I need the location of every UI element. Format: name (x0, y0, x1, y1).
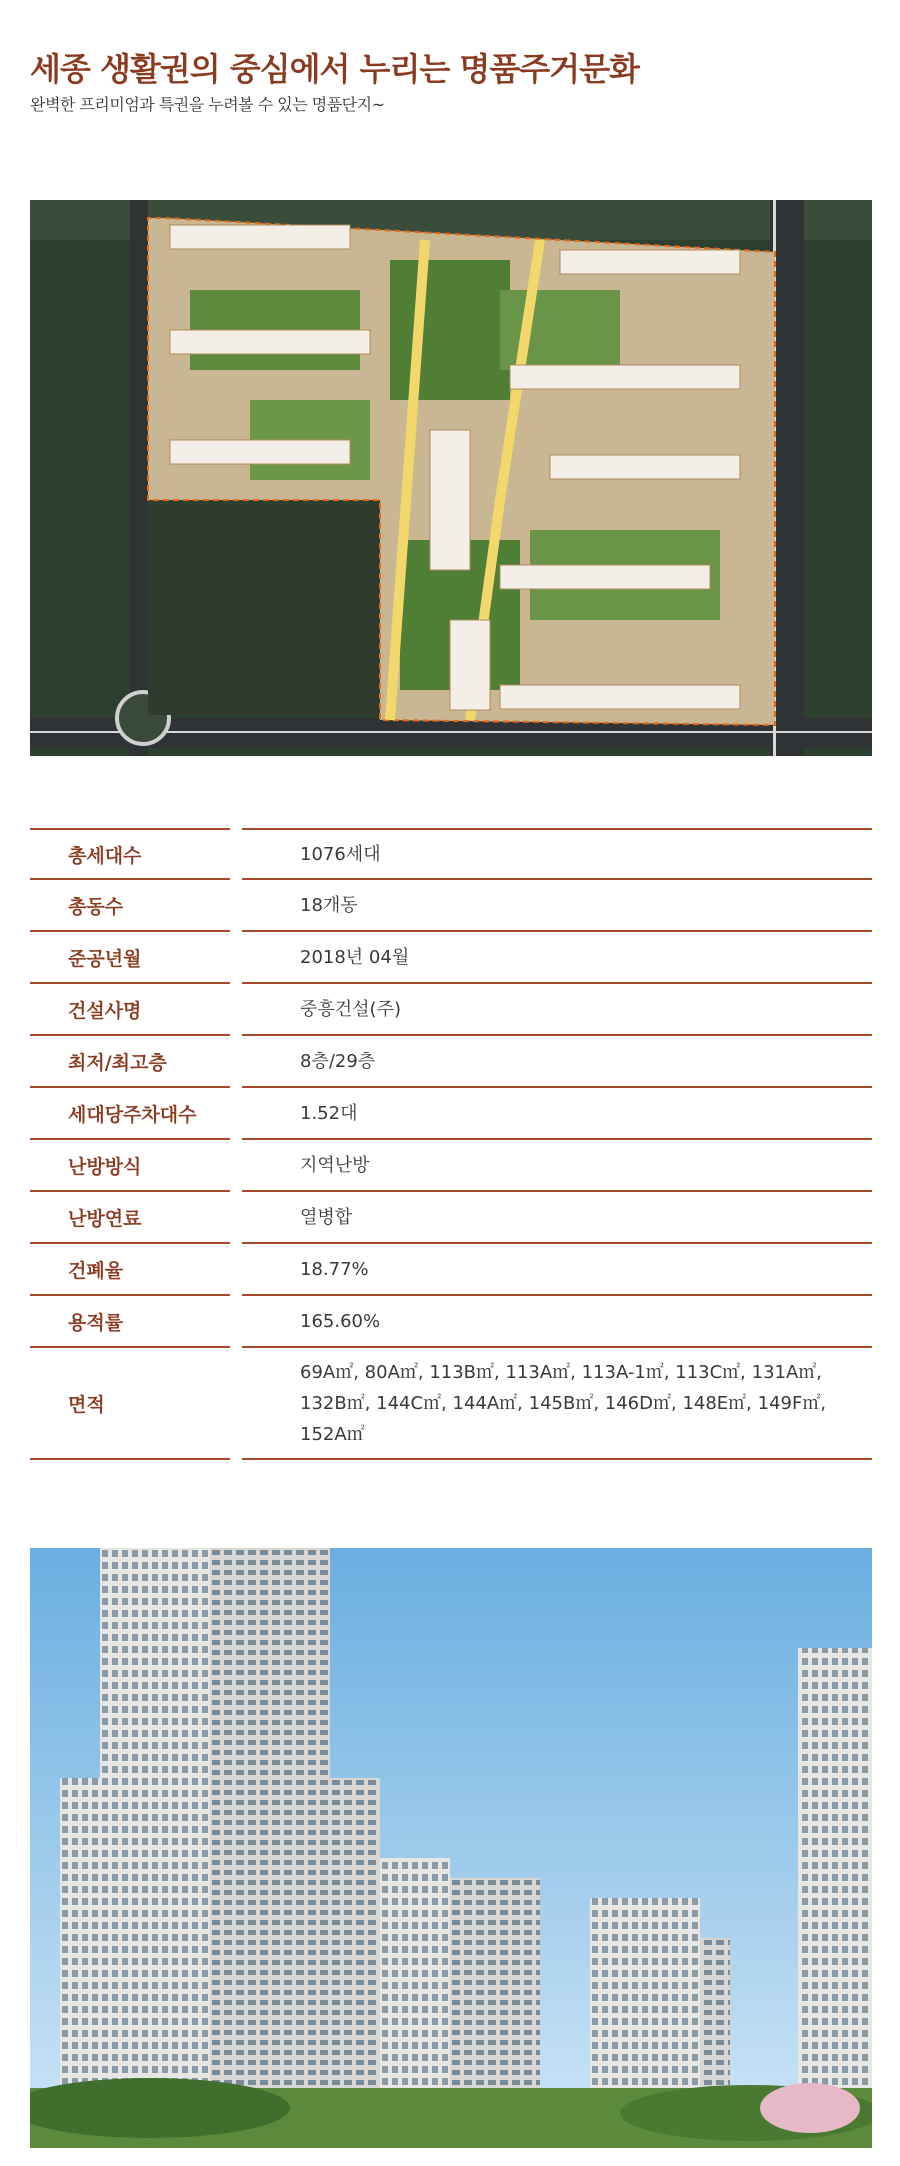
spec-value: 중흥건설(주) (242, 984, 872, 1036)
spec-label: 총세대수 (30, 828, 230, 880)
spec-row-heating-fuel (30, 1192, 872, 1244)
spec-value: 8층/29층 (242, 1036, 872, 1088)
page-title: 세종 생활권의 중심에서 누리는 명품주거문화 (30, 50, 639, 88)
spec-value: 165.60% (242, 1296, 872, 1348)
spec-label: 면적 (30, 1348, 230, 1460)
spec-row-buildings (30, 880, 872, 932)
spec-value: 1076세대 (242, 828, 872, 880)
spec-label: 난방방식 (30, 1140, 230, 1192)
site-plan-drawing (30, 200, 872, 756)
spec-row-coverage-ratio (30, 1244, 872, 1296)
spec-row-floors (30, 1036, 872, 1088)
spec-row-households (30, 828, 872, 880)
spec-value: 18개동 (242, 880, 872, 932)
site-plan-image (30, 200, 872, 756)
spec-row-heating-method (30, 1140, 872, 1192)
spec-value: 18.77% (242, 1244, 872, 1296)
spec-label: 건설사명 (30, 984, 230, 1036)
spec-row-floor-area-ratio (30, 1296, 872, 1348)
apartment-rendering-image (30, 1548, 872, 2148)
spec-row-unit-sizes (30, 1348, 872, 1460)
spec-row-parking (30, 1088, 872, 1140)
apartment-rendering-drawing (30, 1548, 872, 2148)
spec-label: 최저/최고층 (30, 1036, 230, 1088)
spec-value: 69A㎡, 80A㎡, 113B㎡, 113A㎡, 113A-1㎡, 113C㎡, 131A㎡, 132B㎡, 144C㎡, 144A㎡, 145B㎡, 146D㎡, 148E㎡, 149F㎡, 152A㎡ (242, 1348, 872, 1460)
spec-value: 지역난방 (242, 1140, 872, 1192)
spec-label: 준공년월 (30, 932, 230, 984)
spec-value: 열병합 (242, 1192, 872, 1244)
spec-label: 용적률 (30, 1296, 230, 1348)
page-subtitle: 완벽한 프리미엄과 특권을 누려볼 수 있는 명품단지~ (30, 95, 385, 114)
spec-row-completion (30, 932, 872, 984)
spec-label: 건폐율 (30, 1244, 230, 1296)
spec-table (30, 828, 872, 1460)
spec-row-builder (30, 984, 872, 1036)
spec-label: 세대당주차대수 (30, 1088, 230, 1140)
spec-label: 난방연료 (30, 1192, 230, 1244)
spec-label: 총동수 (30, 880, 230, 932)
spec-value: 2018년 04월 (242, 932, 872, 984)
spec-value: 1.52대 (242, 1088, 872, 1140)
